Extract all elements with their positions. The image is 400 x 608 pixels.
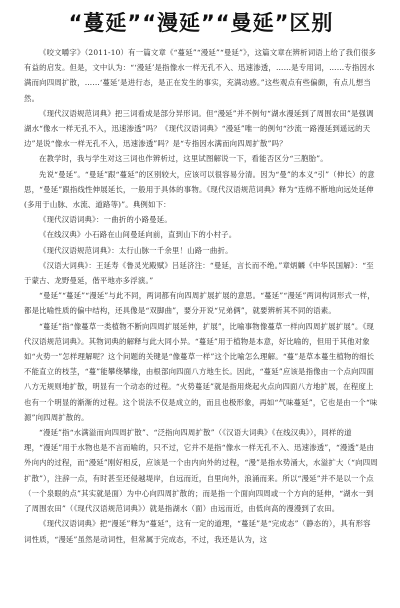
paragraph: 《现代汉语规范词典》把三词看成是部分异形词。但“漫延”并不例句“湖水漫延到了周围农田”是强调湖水“像水一样无孔不入，迅速渗透”吗？《现代汉语词典》“漫延”唯一的例句“沙流一路漫延到遥远的天边”是说“像水一样无孔不入，迅速渗透”吗？是“专指因水满而向四周扩散”吗？ — [24, 108, 374, 149]
paragraph: “漫延”指“水满溢而向四周扩散”、“泛指向四周扩散”（《汉语大词典》《在线汉典》），同样的道理，“漫延”用于水物也是不言而喻的，只不过，它并不是指“像水一样无孔不入、迅速渗透”，“漫透”是由外向内的过程，而“漫延”刚好相反，应该是一个由内向外的过程，“漫”是指水势涌大，水溢扩大（“向四周扩散”），注辞一点，有时甚至还侵越堤岸，自远而近，自里向外，浪涌而来。所以“漫延”并不是以一个点（一个泉眼的点”其实就是面）为中心向四周扩散的；而是指一个面向四周或一个方向的延伸，“湖水一到了周围农田”（《现代汉语规范词典》）就是指湖水（面）由远而近，由低向高的漫漫到了农田。 — [24, 428, 378, 514]
example-line: 《现代汉语规范词典》：太行山脉一千余里！山路一曲折。 — [39, 245, 233, 255]
example-line: 《汉语大词典》：王延寿《鲁灵光殿赋》吕延济注：“曼延，言长而不绝。”章炳麟《中华民国解》：“至于蒙古、龙野曼延，偕平地亦多浮演。” — [24, 260, 374, 286]
paragraph: 先说“曼延”。“曼延”跟“蔓延”的区别较大，应该可以很容易分清。因为“曼”的本义“引”（伸长）的意思，“曼延”跟指线性伸展延长，一般用于具体的事物。《现代汉语规范词典》释为“连绵不断地向远处延伸(多用于山脉、水流、道路等)”。典例如下： — [24, 169, 375, 210]
document-body — [24, 45, 378, 547]
paragraph: 《现代汉语词典》把“漫延”释为“蔓延”，这有一定的道理，“蔓延”是“完成态”（静态的），具有形容词性质，“漫延”虽然是动词性，但常属于完成态，不过，我还是认为，这 — [24, 519, 371, 544]
paragraph: 《咬文嚼字》（2011-10）有一篇文章《“蔓延”“漫延”“曼延”》，这篇文章在辨析词语上给了我们很多有益的启发。但是，文中认为：“‘漫延’是指像水一样无孔不入、迅速渗透，……是专用词，……专指因水满而向四周扩散，……‘蔓延’是进行态，是正在发生的事实，充满动感。”这些观点有些偏颇，有点儿想当然。 — [24, 48, 377, 103]
example-line: 《现代汉语词典》：一曲折的小路曼延。 — [39, 215, 172, 225]
paragraph: “蔓延”指“像蔓草一类植物不断向四周扩展延伸，扩展”，比喻事物像蔓草一样向四周扩展扩展”。《现代汉语规范词典》。其物词典的解释与此大同小异。“蔓延”用于植物是本意，好比喻的，但用于其他对象如“火势一”怎样理解呢？这个问题的关键是“像蔓草一样”这个比喻怎么理解。“蔓”是草本蔓生植物的细长不能直立的枝茎，“蔓”能攀绕攀缘，由根部向四面八方地生长。因此，“蔓延”应该是指像由一个点向四面八方无规则地扩散，明显有一个动态的过程。“火势蔓延”就是指用烧起火点向四面八方地扩展，在程度上也有一个明显的渐渐的过程。这个说法不仅是成立的，而且也极形象，再如“气味蔓延”，它也是由一个“味源”向四周扩散的。 — [24, 321, 378, 422]
paragraph: “曼延”“蔓延”“漫延”与此不同，两词都有向四周扩展扩展的意思。“蔓延”“漫延”两词构词形式一样，都是比喻性质的偏中结构，还具像是“双脚曲”，要分开说“兄弟俩”，就要辨析其不同的语素。 — [24, 291, 375, 316]
paragraph: 在教学时，我与学生对这三词也作辨析过，这里试图解说一下，看能否区分“三胞胎”。 — [39, 154, 328, 164]
document-title: “蔓延”“漫延”“曼延”区别 — [68, 11, 334, 35]
example-line: 《在线汉典》小石路在山间曼延向前，直到山下的小村子。 — [39, 230, 237, 240]
